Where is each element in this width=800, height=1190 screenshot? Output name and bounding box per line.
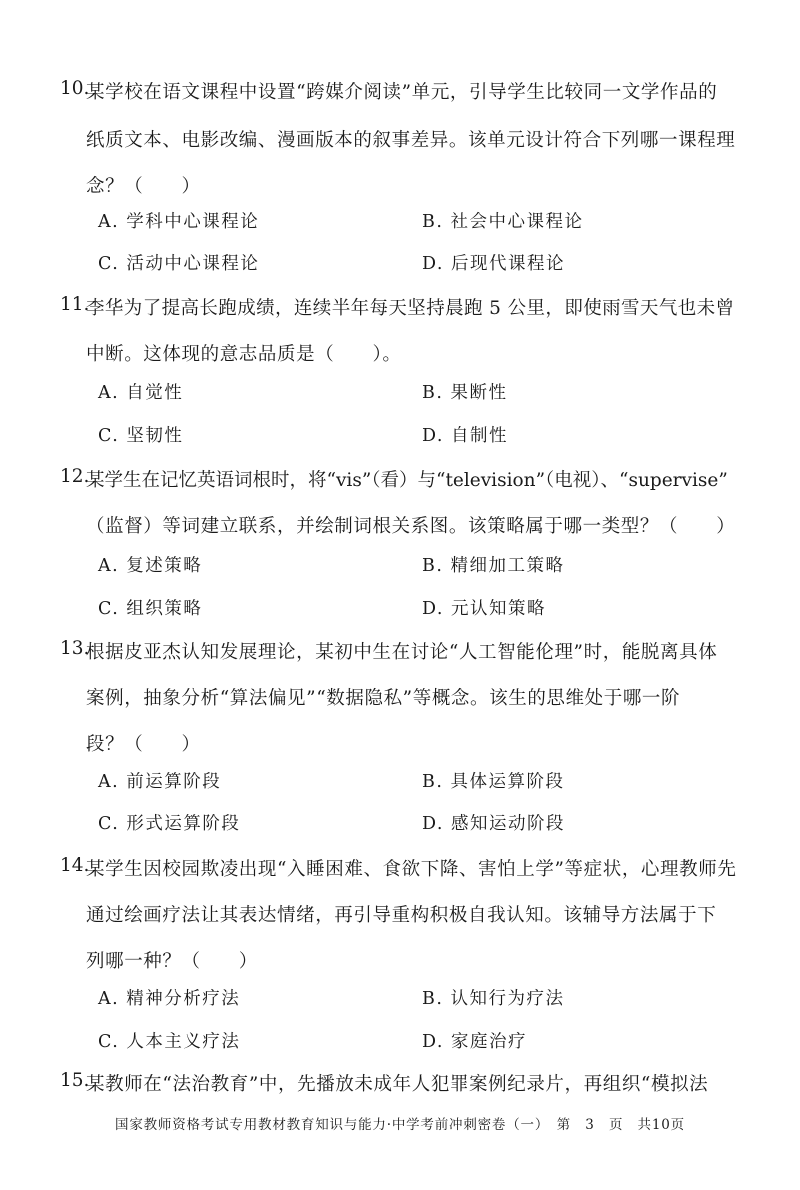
question-number: 12. — [60, 466, 90, 487]
option-b: B. 具体运算阶段 — [422, 772, 565, 792]
option-a: A. 复述策略 — [98, 556, 203, 576]
question-text-line: 某学生在记忆英语词根时，将“vis”（看）与“television”（电视）、“supervise” — [86, 470, 728, 491]
question-number: 13. — [60, 638, 90, 659]
option-c: C. 人本主义疗法 — [98, 1032, 241, 1052]
option-c: C. 活动中心课程论 — [98, 254, 260, 274]
question-number: 10. — [60, 78, 90, 99]
question-text-line: 某教师在“法治教育”中，先播放未成年人犯罪案例纪录片，再组织“模拟法 — [86, 1074, 709, 1095]
question-number: 11. — [60, 294, 90, 315]
option-a: A. 前运算阶段 — [98, 772, 222, 792]
option-d: D. 自制性 — [422, 426, 509, 446]
option-a: A. 学科中心课程论 — [98, 212, 260, 232]
option-b: B. 精细加工策略 — [422, 556, 565, 576]
option-d: D. 后现代课程论 — [422, 254, 566, 274]
option-b: B. 社会中心课程论 — [422, 212, 584, 232]
option-c: C. 坚韧性 — [98, 426, 184, 446]
question-text-line: 纸质文本、电影改编、漫画版本的叙事差异。该单元设计符合下列哪一课程理 — [86, 130, 736, 151]
page-footer: 国家教师资格考试专用教材教育知识与能力·中学考前冲刺密卷（一） 第 3 页 共10页 — [115, 1117, 685, 1133]
option-a: A. 精神分析疗法 — [98, 989, 241, 1009]
question-text-line: （监督）等词建立联系，并绘制词根关系图。该策略属于哪一类型？（ ） — [86, 516, 736, 537]
question-text-line: 某学生因校园欺凌出现“入睡困难、食欲下降、害怕上学”等症状，心理教师先 — [86, 859, 737, 880]
question-text-line: 通过绘画疗法让其表达情绪，再引导重构积极自我认知。该辅导方法属于下 — [86, 905, 717, 926]
question-text-line: 根据皮亚杰认知发展理论，某初中生在讨论“人工智能伦理”时，能脱离具体 — [86, 642, 718, 663]
question-number: 15. — [60, 1070, 90, 1091]
question-text-line: 李华为了提高长跑成绩，连续半年每天坚持晨跑 5 公里，即使雨雪天气也未曾 — [86, 298, 735, 319]
question-text-line: 案例，抽象分析“算法偏见”“数据隐私”等概念。该生的思维处于哪一阶 — [86, 688, 681, 709]
option-c: C. 形式运算阶段 — [98, 814, 241, 834]
question-text-line: 列哪一种？（ ） — [86, 951, 258, 972]
option-b: B. 认知行为疗法 — [422, 989, 565, 1009]
question-text-line: 某学校在语文课程中设置“跨媒介阅读”单元，引导学生比较同一文学作品的 — [86, 82, 718, 103]
option-d: D. 元认知策略 — [422, 599, 547, 619]
question-text-line: 段？（ ） — [86, 734, 201, 755]
option-c: C. 组织策略 — [98, 599, 203, 619]
option-a: A. 自觉性 — [98, 383, 184, 403]
option-d: D. 感知运动阶段 — [422, 814, 566, 834]
question-text-line: 中断。这体现的意志品质是（ ）。 — [86, 344, 402, 365]
option-b: B. 果断性 — [422, 383, 508, 403]
option-d: D. 家庭治疗 — [422, 1032, 528, 1052]
question-text-line: 念？（ ） — [86, 176, 201, 197]
question-number: 14. — [60, 855, 90, 876]
